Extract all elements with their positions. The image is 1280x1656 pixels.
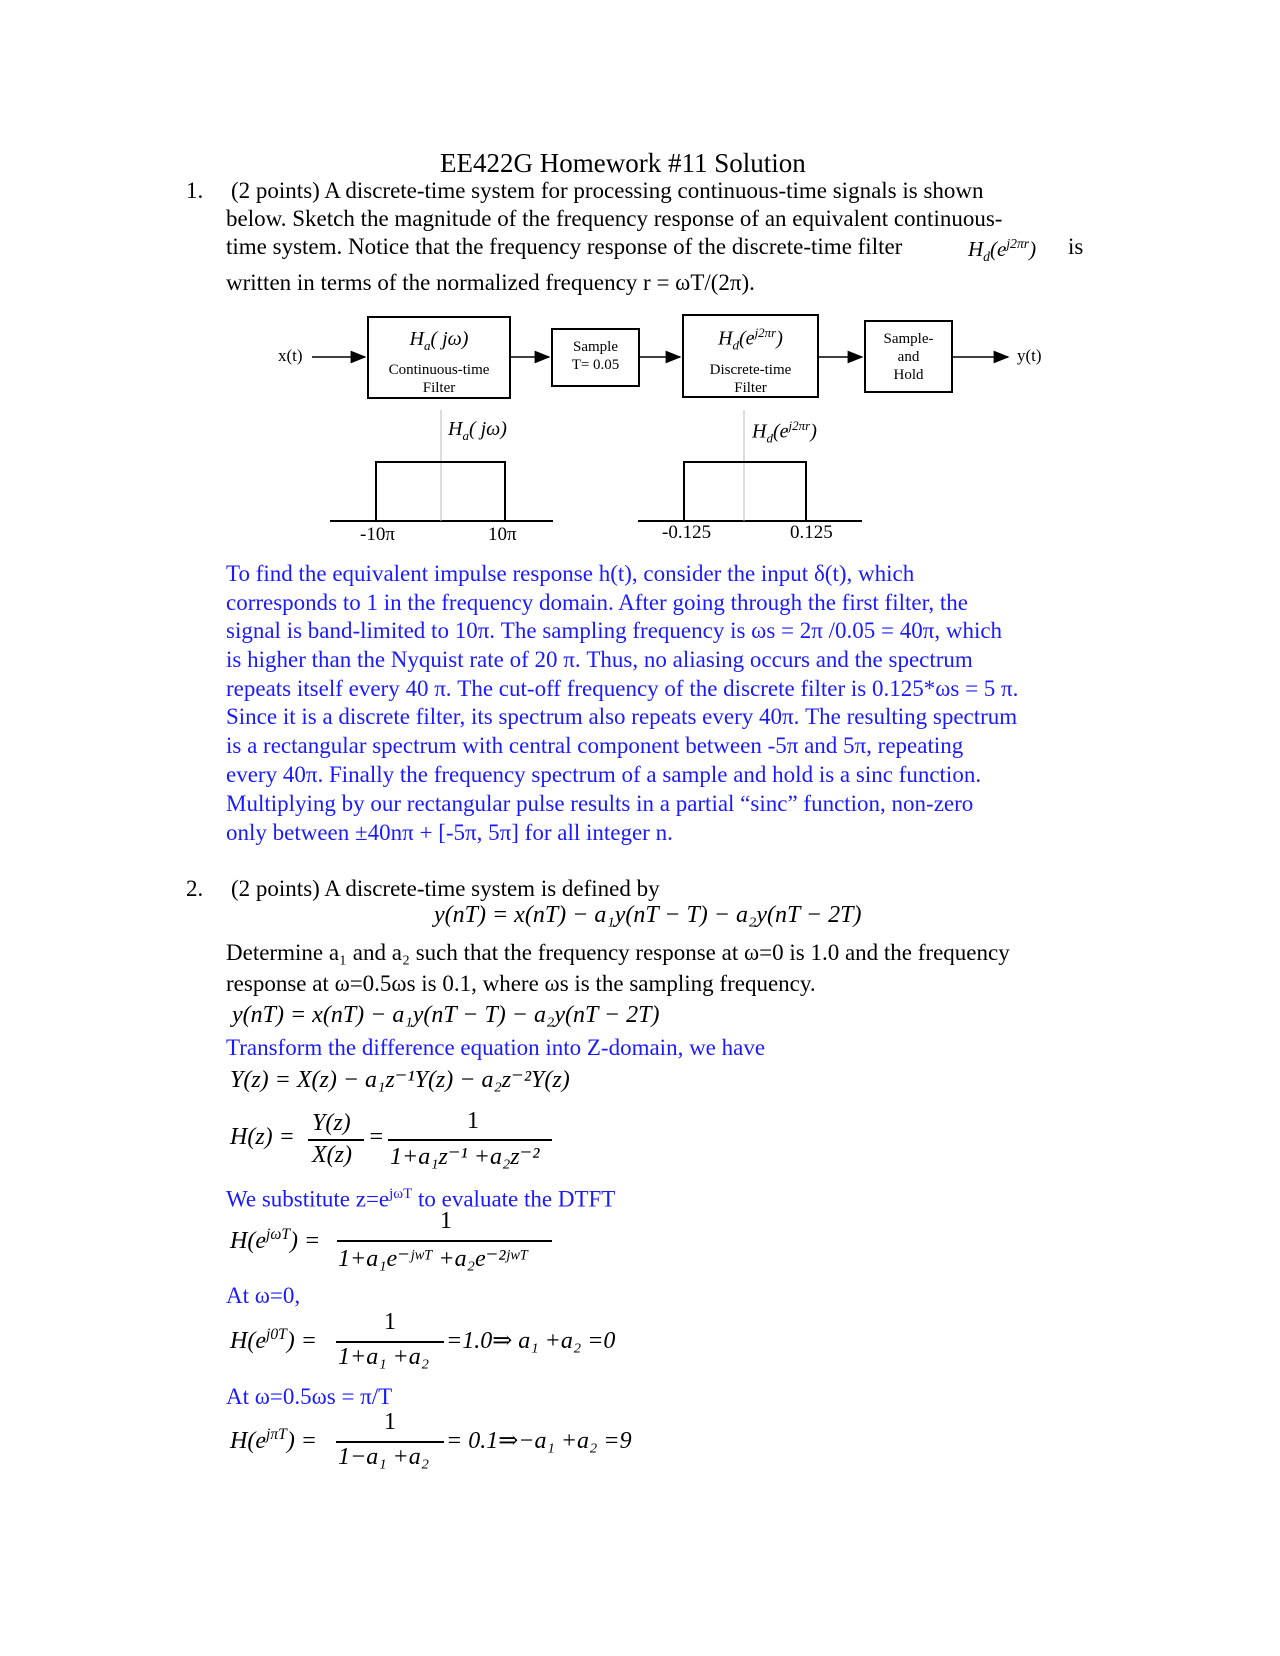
transform-text: Transform the difference equation into Z-domain, we have bbox=[226, 1035, 766, 1060]
hz-denominator-2: 1+a₁z⁻¹ +a₂z⁻² bbox=[390, 1144, 540, 1170]
at-zero-numerator: 1 bbox=[384, 1309, 396, 1335]
at-zero-text: At ω=0, bbox=[226, 1283, 301, 1308]
dtft-lhs: $H(e^{j\omega T})$ = bbox=[230, 1226, 321, 1254]
solution-line: Multiplying by our rectangular pulse results in a partial “sinc” function, non-zero bbox=[226, 791, 974, 816]
at-zero-result: =1.0⇒ a₁ +a₂ =0 bbox=[446, 1328, 616, 1354]
substitute-text: We substitute $z=e^{j\omega T}$ to evaluate the DTFT bbox=[226, 1186, 616, 1212]
dtft-numerator: 1 bbox=[440, 1208, 452, 1234]
at-pi-lhs: $H(e^{j\pi T})$ = bbox=[230, 1426, 317, 1454]
plot-1-right-tick: 10π bbox=[488, 524, 517, 545]
plot-ha-response bbox=[330, 410, 553, 521]
block-sample-and-hold: Sample- and Hold bbox=[864, 320, 953, 393]
dtft-denominator: 1+a₁e⁻ʲʷᵀ +a₂e⁻²ʲʷᵀ bbox=[338, 1246, 529, 1272]
problem-1-line-3: time system. Notice that the frequency response of the discrete-time filter bbox=[226, 234, 903, 259]
block-discrete-filter: $H_d(e^{j2\pi r})$ Discrete-time Filter bbox=[682, 314, 819, 398]
at-pi-text: At ω=0.5ωs = π/T bbox=[226, 1384, 393, 1409]
problem-1-line-3-end: is bbox=[1068, 234, 1084, 259]
at-pi-denominator: 1−a₁ +a₂ bbox=[338, 1444, 430, 1470]
output-label: y(t) bbox=[1017, 346, 1042, 365]
block-sampler: Sample T= 0.05 bbox=[551, 328, 640, 387]
hz-numerator-2: 1 bbox=[467, 1108, 479, 1134]
diagram-arrows bbox=[0, 0, 1280, 560]
solution-line: repeats itself every 40 π. The cut-off frequency of the discrete filter is 0.125*ωs = 5 π. bbox=[226, 676, 1019, 701]
solution-line: is a rectangular spectrum with central component between -5π and 5π, repeating bbox=[226, 733, 964, 758]
hz-numerator-1: Y(z) bbox=[312, 1110, 351, 1136]
problem-2-determine-1: Determine a₁ and a₂ such that the frequency response at ω=0 is 1.0 and the frequency bbox=[226, 940, 1010, 965]
solution-line: is higher than the Nyquist rate of 20 π. Thus, no aliasing occurs and the spectrum bbox=[226, 647, 973, 672]
problem-1-number: 1. bbox=[186, 178, 204, 203]
block-continuous-filter: $H_a$( jω) Continuous-time Filter bbox=[367, 316, 511, 399]
problem-1-line-4: written in terms of the normalized frequency r = ωT/(2π). bbox=[226, 270, 755, 295]
solution-line: signal is band-limited to 10π. The sampling frequency is ωs = 2π /0.05 = 40π, which bbox=[226, 618, 1003, 643]
hz-lhs: H(z) = bbox=[230, 1124, 295, 1150]
plot-1-left-tick: -10π bbox=[360, 524, 395, 545]
problem-1-line-2: below. Sketch the magnitude of the frequency response of an equivalent continuous- bbox=[226, 206, 1003, 231]
at-pi-numerator: 1 bbox=[384, 1409, 396, 1435]
at-zero-denominator: 1+a₁ +a₂ bbox=[338, 1344, 430, 1370]
solution-line: To find the equivalent impulse response h(t), consider the input δ(t), which bbox=[226, 561, 915, 586]
solution-line: only between ±40nπ + [-5π, 5π] for all integer n. bbox=[226, 820, 673, 845]
hd-filter-inline-symbol: $H_d(e^{j2\pi r})$ bbox=[968, 236, 1037, 265]
at-pi-result: = 0.1⇒−a₁ +a₂ =9 bbox=[446, 1428, 632, 1454]
plot-hd-response bbox=[638, 410, 862, 521]
solution-line: every 40π. Finally the frequency spectrum of a sample and hold is a sinc function. bbox=[226, 762, 982, 787]
plot-2-left-tick: -0.125 bbox=[662, 522, 712, 543]
problem-2-statement: (2 points) A discrete-time system is defined by bbox=[231, 876, 660, 901]
page-title: EE422G Homework #11 Solution bbox=[440, 148, 806, 178]
solution-line: Since it is a discrete filter, its spectrum also repeats every 40π. The resulting spectrum bbox=[226, 704, 1018, 729]
hz-denominator-1: X(z) bbox=[312, 1142, 352, 1168]
problem-1-line-1: (2 points) A discrete-time system for processing continuous-time signals is shown bbox=[231, 178, 984, 203]
solution-line: corresponds to 1 in the frequency domain. After going through the first filter, the bbox=[226, 590, 968, 615]
plot-2-right-tick: 0.125 bbox=[790, 522, 833, 543]
difference-equation-repeat: y(nT) = x(nT) − a₁y(nT − T) − a₂y(nT − 2T) bbox=[232, 1002, 660, 1028]
input-label: x(t) bbox=[278, 346, 303, 365]
problem-2-determine-2: response at ω=0.5ωs is 0.1, where ωs is the sampling frequency. bbox=[226, 971, 816, 996]
z-domain-equation: Y(z) = X(z) − a₁z⁻¹Y(z) − a₂z⁻²Y(z) bbox=[230, 1067, 570, 1093]
at-zero-lhs: $H(e^{j0T})$ = bbox=[230, 1326, 317, 1354]
problem-2-number: 2. bbox=[186, 876, 204, 901]
plot-2-label: $H_d(e^{j2\pi r})$ bbox=[752, 418, 817, 446]
plot-1-label: $H_a$( jω) bbox=[448, 418, 507, 443]
hz-equals: = bbox=[368, 1124, 385, 1150]
difference-equation: y(nT) = x(nT) − a₁y(nT − T) − a₂y(nT − 2T) bbox=[434, 902, 862, 928]
